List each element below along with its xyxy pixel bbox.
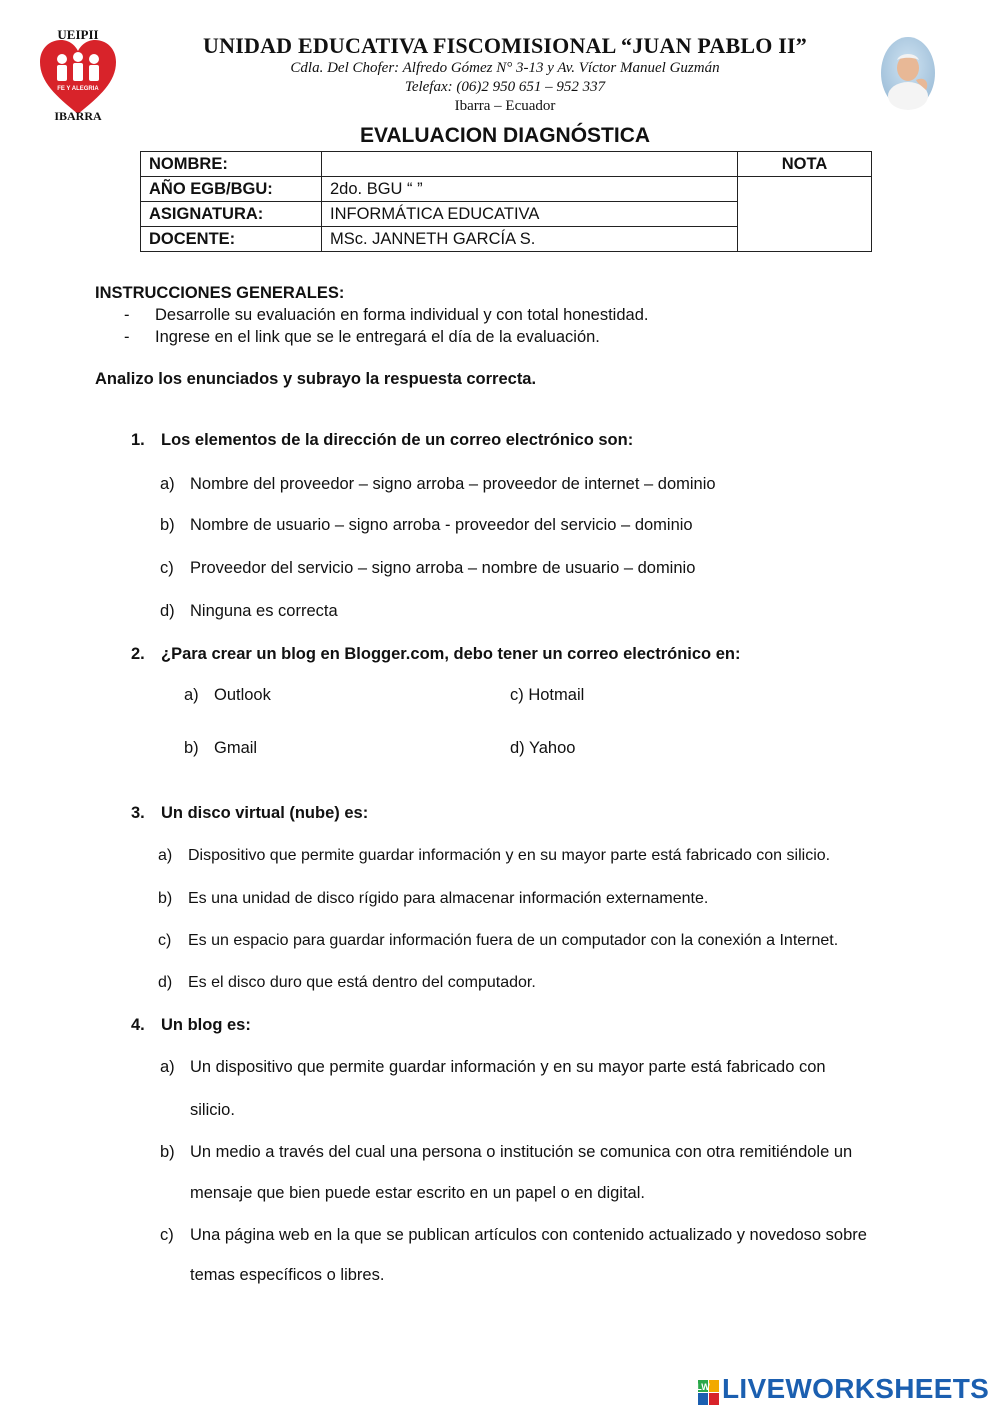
q2-option-a[interactable]: a) Outlook xyxy=(184,686,271,704)
nota-field[interactable] xyxy=(738,177,872,252)
question-1: 1. Los elementos de la dirección de un correo electrónico son: xyxy=(131,431,634,449)
nombre-label: NOMBRE: xyxy=(141,152,322,177)
liveworksheets-watermark: LIVEWORKSHEETS xyxy=(722,1373,990,1404)
portrait-image xyxy=(880,36,936,110)
instruction-item: - Ingrese en el link que se le entregará el día de la evaluación. xyxy=(124,328,600,346)
intro-text: Analizo los enunciados y subrayo la respuesta correcta. xyxy=(95,370,537,388)
asignatura-label: ASIGNATURA: xyxy=(141,202,322,227)
question-4: 4. Un blog es: xyxy=(131,1016,251,1034)
q2-option-c[interactable]: c) Hotmail xyxy=(510,686,585,704)
q4-option-c-cont: temas específicos o libres. xyxy=(190,1266,385,1284)
q1-option-c[interactable]: c) Proveedor del servicio – signo arroba – nombre de usuario – dominio xyxy=(160,559,696,577)
asignatura-value: INFORMÁTICA EDUCATIVA xyxy=(322,202,738,227)
q3-option-d[interactable]: d) Es el disco duro que está dentro del computador. xyxy=(158,974,536,991)
instructions-heading: INSTRUCCIONES GENERALES: xyxy=(95,284,345,302)
evaluation-title: EVALUACION DIAGNÓSTICA xyxy=(359,124,651,147)
nota-label: NOTA xyxy=(738,152,872,177)
q3-option-c[interactable]: c) Es un espacio para guardar información fuera de un computador con la conexión a Internet. xyxy=(158,932,839,949)
docente-value: MSc. JANNETH GARCÍA S. xyxy=(322,227,738,252)
q2-option-b[interactable]: b) Gmail xyxy=(184,739,258,757)
docente-label: DOCENTE: xyxy=(141,227,322,252)
q4-option-c[interactable]: c) Una página web en la que se publican artículos con contenido actualizado y novedoso sobre xyxy=(160,1226,867,1244)
q4-option-a-cont: silicio. xyxy=(190,1101,235,1119)
q1-option-a[interactable]: a) Nombre del proveedor – signo arroba – proveedor de internet – dominio xyxy=(160,475,716,493)
svg-text:IBARRA: IBARRA xyxy=(54,109,102,123)
school-phone: Telefax: (06)2 950 651 – 952 337 xyxy=(404,79,606,95)
anio-value: 2do. BGU “ ” xyxy=(322,177,738,202)
q4-option-b[interactable]: b) Un medio a través del cual una persona o institución se comunica con otra remitiéndole un xyxy=(160,1143,853,1161)
q2-option-d[interactable]: d) Yahoo xyxy=(510,739,576,757)
school-name: UNIDAD EDUCATIVA FISCOMISIONAL “JUAN PABLO II” xyxy=(203,33,807,58)
q4-option-a[interactable]: a) Un dispositivo que permite guardar información y en su mayor parte está fabricado con xyxy=(160,1058,826,1076)
nombre-field[interactable] xyxy=(322,152,738,177)
question-3: 3. Un disco virtual (nube) es: xyxy=(131,804,369,822)
anio-label: AÑO EGB/BGU: xyxy=(141,177,322,202)
q3-option-a[interactable]: a) Dispositivo que permite guardar información y en su mayor parte está fabricado con silicio. xyxy=(158,847,831,864)
svg-text:FE Y ALEGRIA: FE Y ALEGRIA xyxy=(57,86,99,92)
q1-option-b[interactable]: b) Nombre de usuario – signo arroba - proveedor del servicio – dominio xyxy=(160,516,693,534)
q4-option-b-cont: mensaje que bien puede estar escrito en un papel o en digital. xyxy=(190,1184,645,1202)
instruction-item: - Desarrolle su evaluación en forma individual y con total honestidad. xyxy=(124,306,649,324)
question-2: 2. ¿Para crear un blog en Blogger.com, debo tener un correo electrónico en: xyxy=(131,645,741,663)
school-logo xyxy=(36,26,120,122)
school-address: Cdla. Del Chofer: Alfredo Gómez N° 3-13 y Av. Víctor Manuel Guzmán xyxy=(290,60,720,76)
q1-option-d[interactable]: d) Ninguna es correcta xyxy=(160,602,338,620)
svg-text:LW: LW xyxy=(696,1382,710,1392)
svg-text:UEIPII: UEIPII xyxy=(57,27,99,42)
liveworksheets-icon xyxy=(698,1380,720,1406)
student-info-table xyxy=(140,151,872,252)
table-row xyxy=(141,152,872,177)
table-row xyxy=(141,177,872,202)
q3-option-b[interactable]: b) Es una unidad de disco rígido para almacenar información externamente. xyxy=(158,890,709,907)
school-city: Ibarra – Ecuador xyxy=(454,98,556,114)
